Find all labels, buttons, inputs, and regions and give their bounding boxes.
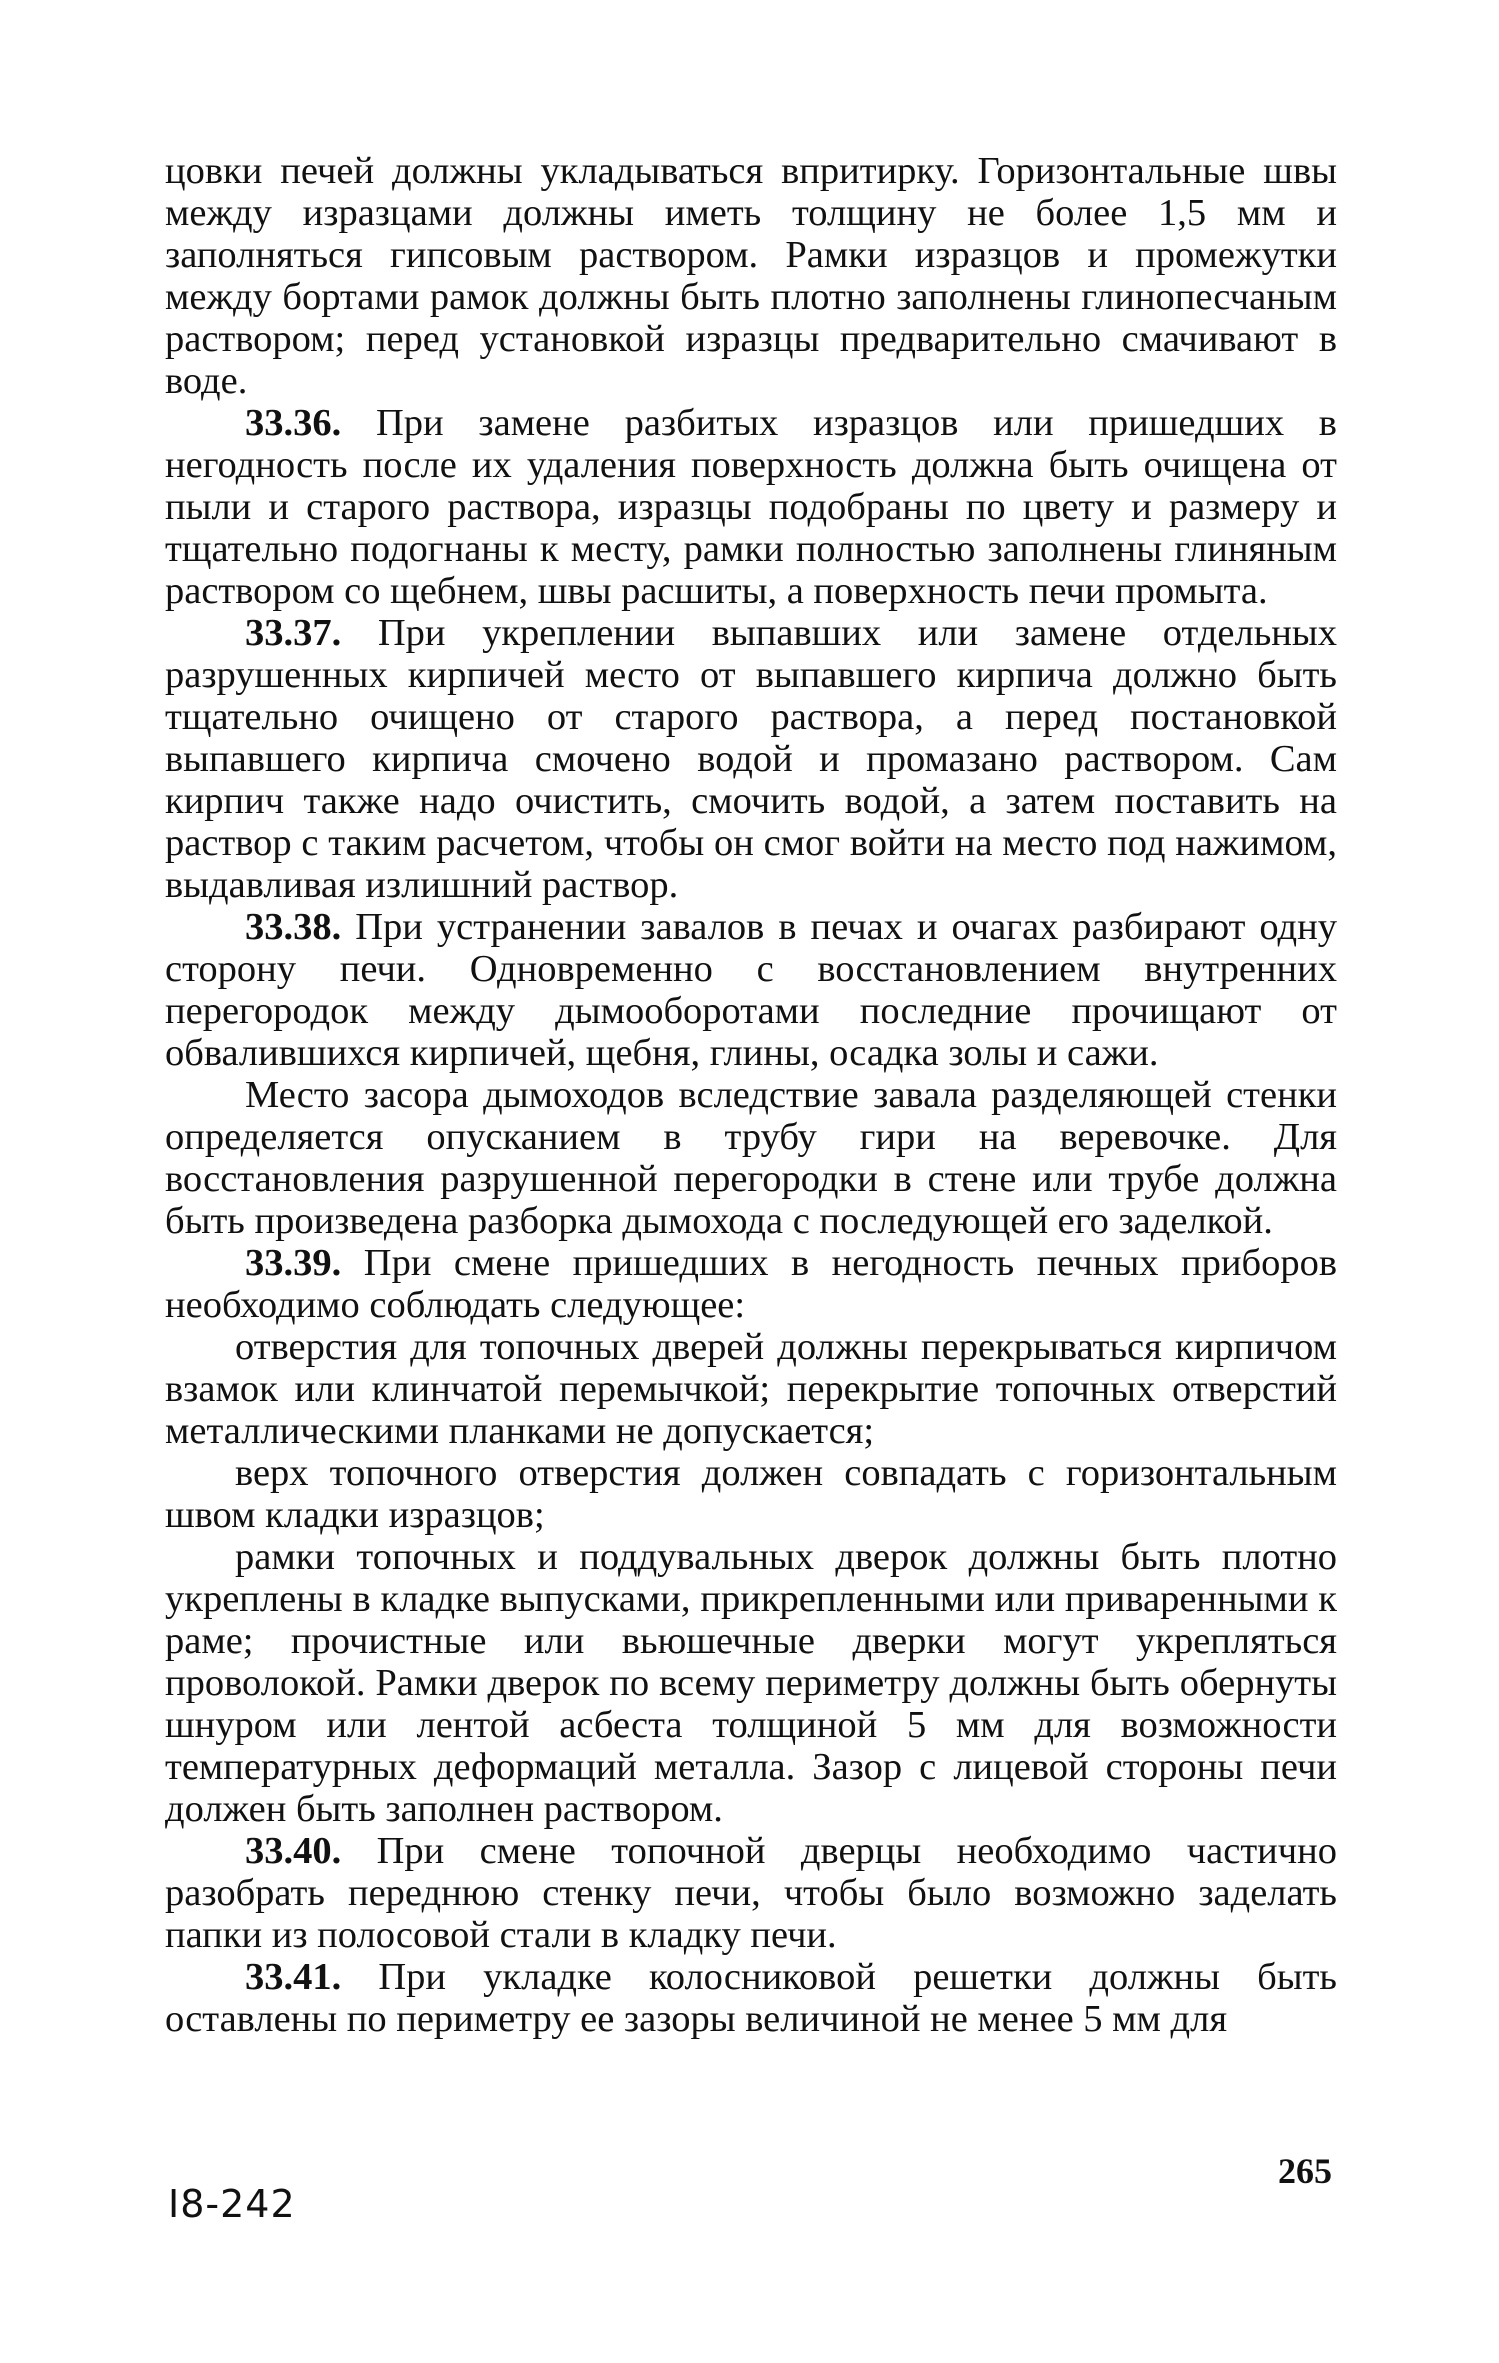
paragraph-text: отверстия для топочных дверей должны перекрываться кирпичом взамок или клинчатой перемычкой; перекрытие топочных отверстий металлическими планками не допускается; (165, 1326, 1337, 1452)
printer-signature: I8-242 (168, 2182, 296, 2226)
paragraph-blockage (165, 1074, 1337, 1242)
paragraph-text: При замене разбитых изразцов или пришедших в негодность после их удаления поверхность должна быть очищена от пыли и старого раствора, изразцы подобраны по цвету и размеру и тщательно подогнаны к месту, рамки полностью заполнены глиняным раствором со щебнем, швы расшиты, а поверхность печи промыта. (165, 402, 1337, 612)
list-item-firebox-openings (165, 1326, 1337, 1452)
paragraph-number: 33.40. (245, 1830, 342, 1872)
paragraph-text: рамки топочных и поддувальных дверок должны быть плотно укреплены в кладке выпусками, прикрепленными или приваренными к раме; прочистные или вьюшечные дверки могут укрепляться проволокой. Рамки дверок по всему периметру должны быть обернуты шнуром или лентой асбеста толщиной 5 мм для возможности температурных деформаций металла. Зазор с лицевой стороны печи должен быть заполнен раствором. (165, 1536, 1337, 1830)
paragraph-33-40 (165, 1830, 1337, 1956)
page-number: 265 (1278, 2151, 1332, 2191)
paragraph-number: 33.39. (245, 1242, 342, 1284)
paragraph-text: При укреплении выпавших или замене отдельных разрушенных кирпичей место от выпавшего кирпича должно быть тщательно очищено от старого раствора, а перед постановкой выпавшего кирпича смочено водой и промазано раствором. Сам кирпич также надо очистить, смочить водой, а затем поставить на раствор с таким расчетом, чтобы он смог войти на место под нажимом, выдавливая излишний раствор. (165, 612, 1337, 906)
paragraph-text: цовки печей должны укладываться впритирку. Горизонтальные швы между изразцами должны иметь толщину не более 1,5 мм и заполняться гипсовым раствором. Рамки изразцов и промежутки между бортами рамок должны быть плотно заполнены глинопесчаным раствором; перед установкой изразцы предварительно смачивают в воде. (165, 150, 1337, 402)
page-body (165, 150, 1337, 2040)
paragraph-continuation (165, 150, 1337, 402)
paragraph-33-38 (165, 906, 1337, 1074)
paragraph-text: При смене топочной дверцы необходимо частично разобрать переднюю стенку печи, чтобы было возможно заделать папки из полосовой стали в кладку печи. (165, 1830, 1337, 1956)
list-item-door-frames (165, 1536, 1337, 1830)
paragraph-number: 33.41. (245, 1956, 342, 1998)
list-item-firebox-top (165, 1452, 1337, 1536)
paragraph-33-41 (165, 1956, 1337, 2040)
paragraph-text: Место засора дымоходов вследствие завала разделяющей стенки определяется опусканием в трубу гири на веревочке. Для восстановления разрушенной перегородки в стене или трубе должна быть произведена разборка дымохода с последующей его заделкой. (165, 1074, 1337, 1242)
paragraph-text: верх топочного отверстия должен совпадать с горизонтальным швом кладки изразцов; (165, 1452, 1337, 1536)
paragraph-text: При укладке колосниковой решетки должны быть оставлены по периметру ее зазоры величиной не менее 5 мм для (165, 1956, 1337, 2040)
paragraph-number: 33.37. (245, 612, 342, 654)
paragraph-text: При устранении завалов в печах и очагах разбирают одну сторону печи. Одновременно с восстановлением внутренних перегородок между дымооборотами последние прочищают от обвалившихся кирпичей, щебня, глины, осадка золы и сажи. (165, 906, 1337, 1074)
paragraph-number: 33.38. (245, 906, 342, 948)
paragraph-text: При смене пришедших в негодность печных приборов необходимо соблюдать следующее: (165, 1242, 1337, 1326)
paragraph-33-36 (165, 402, 1337, 612)
paragraph-number: 33.36. (245, 402, 342, 444)
paragraph-33-39 (165, 1242, 1337, 1326)
paragraph-33-37 (165, 612, 1337, 906)
